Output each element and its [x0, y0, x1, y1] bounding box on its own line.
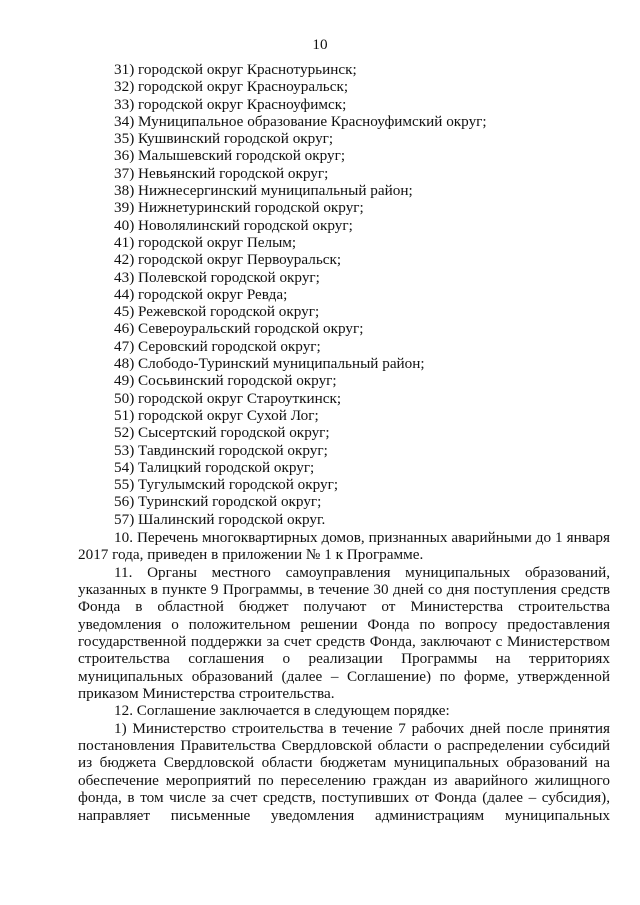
list-item: 48) Слободо-Туринский муниципальный район;	[114, 355, 425, 373]
list-item: 41) городской округ Пелым;	[114, 233, 297, 251]
list-item: 31) городской округ Краснотурьинск;	[114, 61, 357, 78]
paragraph-12: 12. Соглашение заключается в следующем порядке:	[114, 702, 450, 720]
list-item: 38) Нижнесергинский муниципальный район;	[114, 182, 413, 200]
list-item: 32) городской округ Красноуральск;	[114, 78, 349, 96]
list-item: 43) Полевской городской округ;	[114, 268, 320, 286]
list-item: 37) Невьянский городской округ;	[114, 164, 329, 182]
list-item: 54) Талицкий городской округ;	[114, 458, 315, 476]
list-item: 51) городской округ Сухой Лог;	[114, 406, 319, 424]
list-item: 56) Туринский городской округ;	[114, 493, 322, 511]
paragraph-12-item-1: 1) Министерство строительства в течение 7 рабочих дней после принятия постановления Правительства Свердловской области о распределении субсидий из бюджета Свердловской области бюджетам муниципальных образований на обеспечение мероприятий по переселению граждан из аварийного жилищного фонда, в том числе за счет средств, поступивших от Фонда (далее – субсидия), направляет письменные уведомления администрациям муниципальных	[78, 719, 610, 824]
paragraph-10: 10. Перечень многоквартирных домов, признанных аварийными до 1 января 2017 года, приведен в приложении № 1 к Программе.	[78, 529, 610, 564]
list-item: 47) Серовский городской округ;	[114, 337, 321, 355]
page-number: 10	[312, 36, 328, 53]
list-item: 36) Малышевский городской округ;	[114, 147, 346, 165]
list-item: 52) Сысертский городской округ;	[114, 424, 330, 442]
list-item: 50) городской округ Староуткинск;	[114, 389, 342, 407]
list-item: 55) Тугулымский городской округ;	[114, 476, 339, 494]
list-item: 57) Шалинский городской округ.	[114, 510, 326, 528]
list-item: 39) Нижнетуринский городской округ;	[114, 199, 364, 217]
list-item: 35) Кушвинский городской округ;	[114, 130, 334, 148]
document-body	[78, 529, 610, 824]
list-item: 53) Тавдинский городской округ;	[114, 441, 328, 459]
paragraph-11: 11. Органы местного самоуправления муниципальных образований, указанных в пункте 9 Программы, в течение 30 дней со дня поступления средств Фонда в областной бюджет получают от Министерства строительства уведомления о положительном решении Фонда по вопросу предоставления государственной поддержки за счет средств Фонда, заключают с Министерством строительства соглашения о реализации Программы на территориях муниципальных образований (далее – Соглашение) по форме, утвержденной приказом Министерства строительства.	[78, 563, 610, 703]
list-item: 45) Режевской городской округ;	[114, 303, 320, 321]
list-item: 42) городской округ Первоуральск;	[114, 251, 342, 269]
list-item: 49) Сосьвинский городской округ;	[114, 372, 337, 390]
list-item: 40) Новолялинский городской округ;	[114, 216, 353, 234]
municipality-list	[114, 61, 594, 528]
list-item: 34) Муниципальное образование Красноуфимский округ;	[114, 112, 487, 130]
list-item: 44) городской округ Ревда;	[114, 285, 288, 303]
list-item: 33) городской округ Красноуфимск;	[114, 95, 347, 113]
list-item: 46) Североуральский городской округ;	[114, 320, 364, 338]
